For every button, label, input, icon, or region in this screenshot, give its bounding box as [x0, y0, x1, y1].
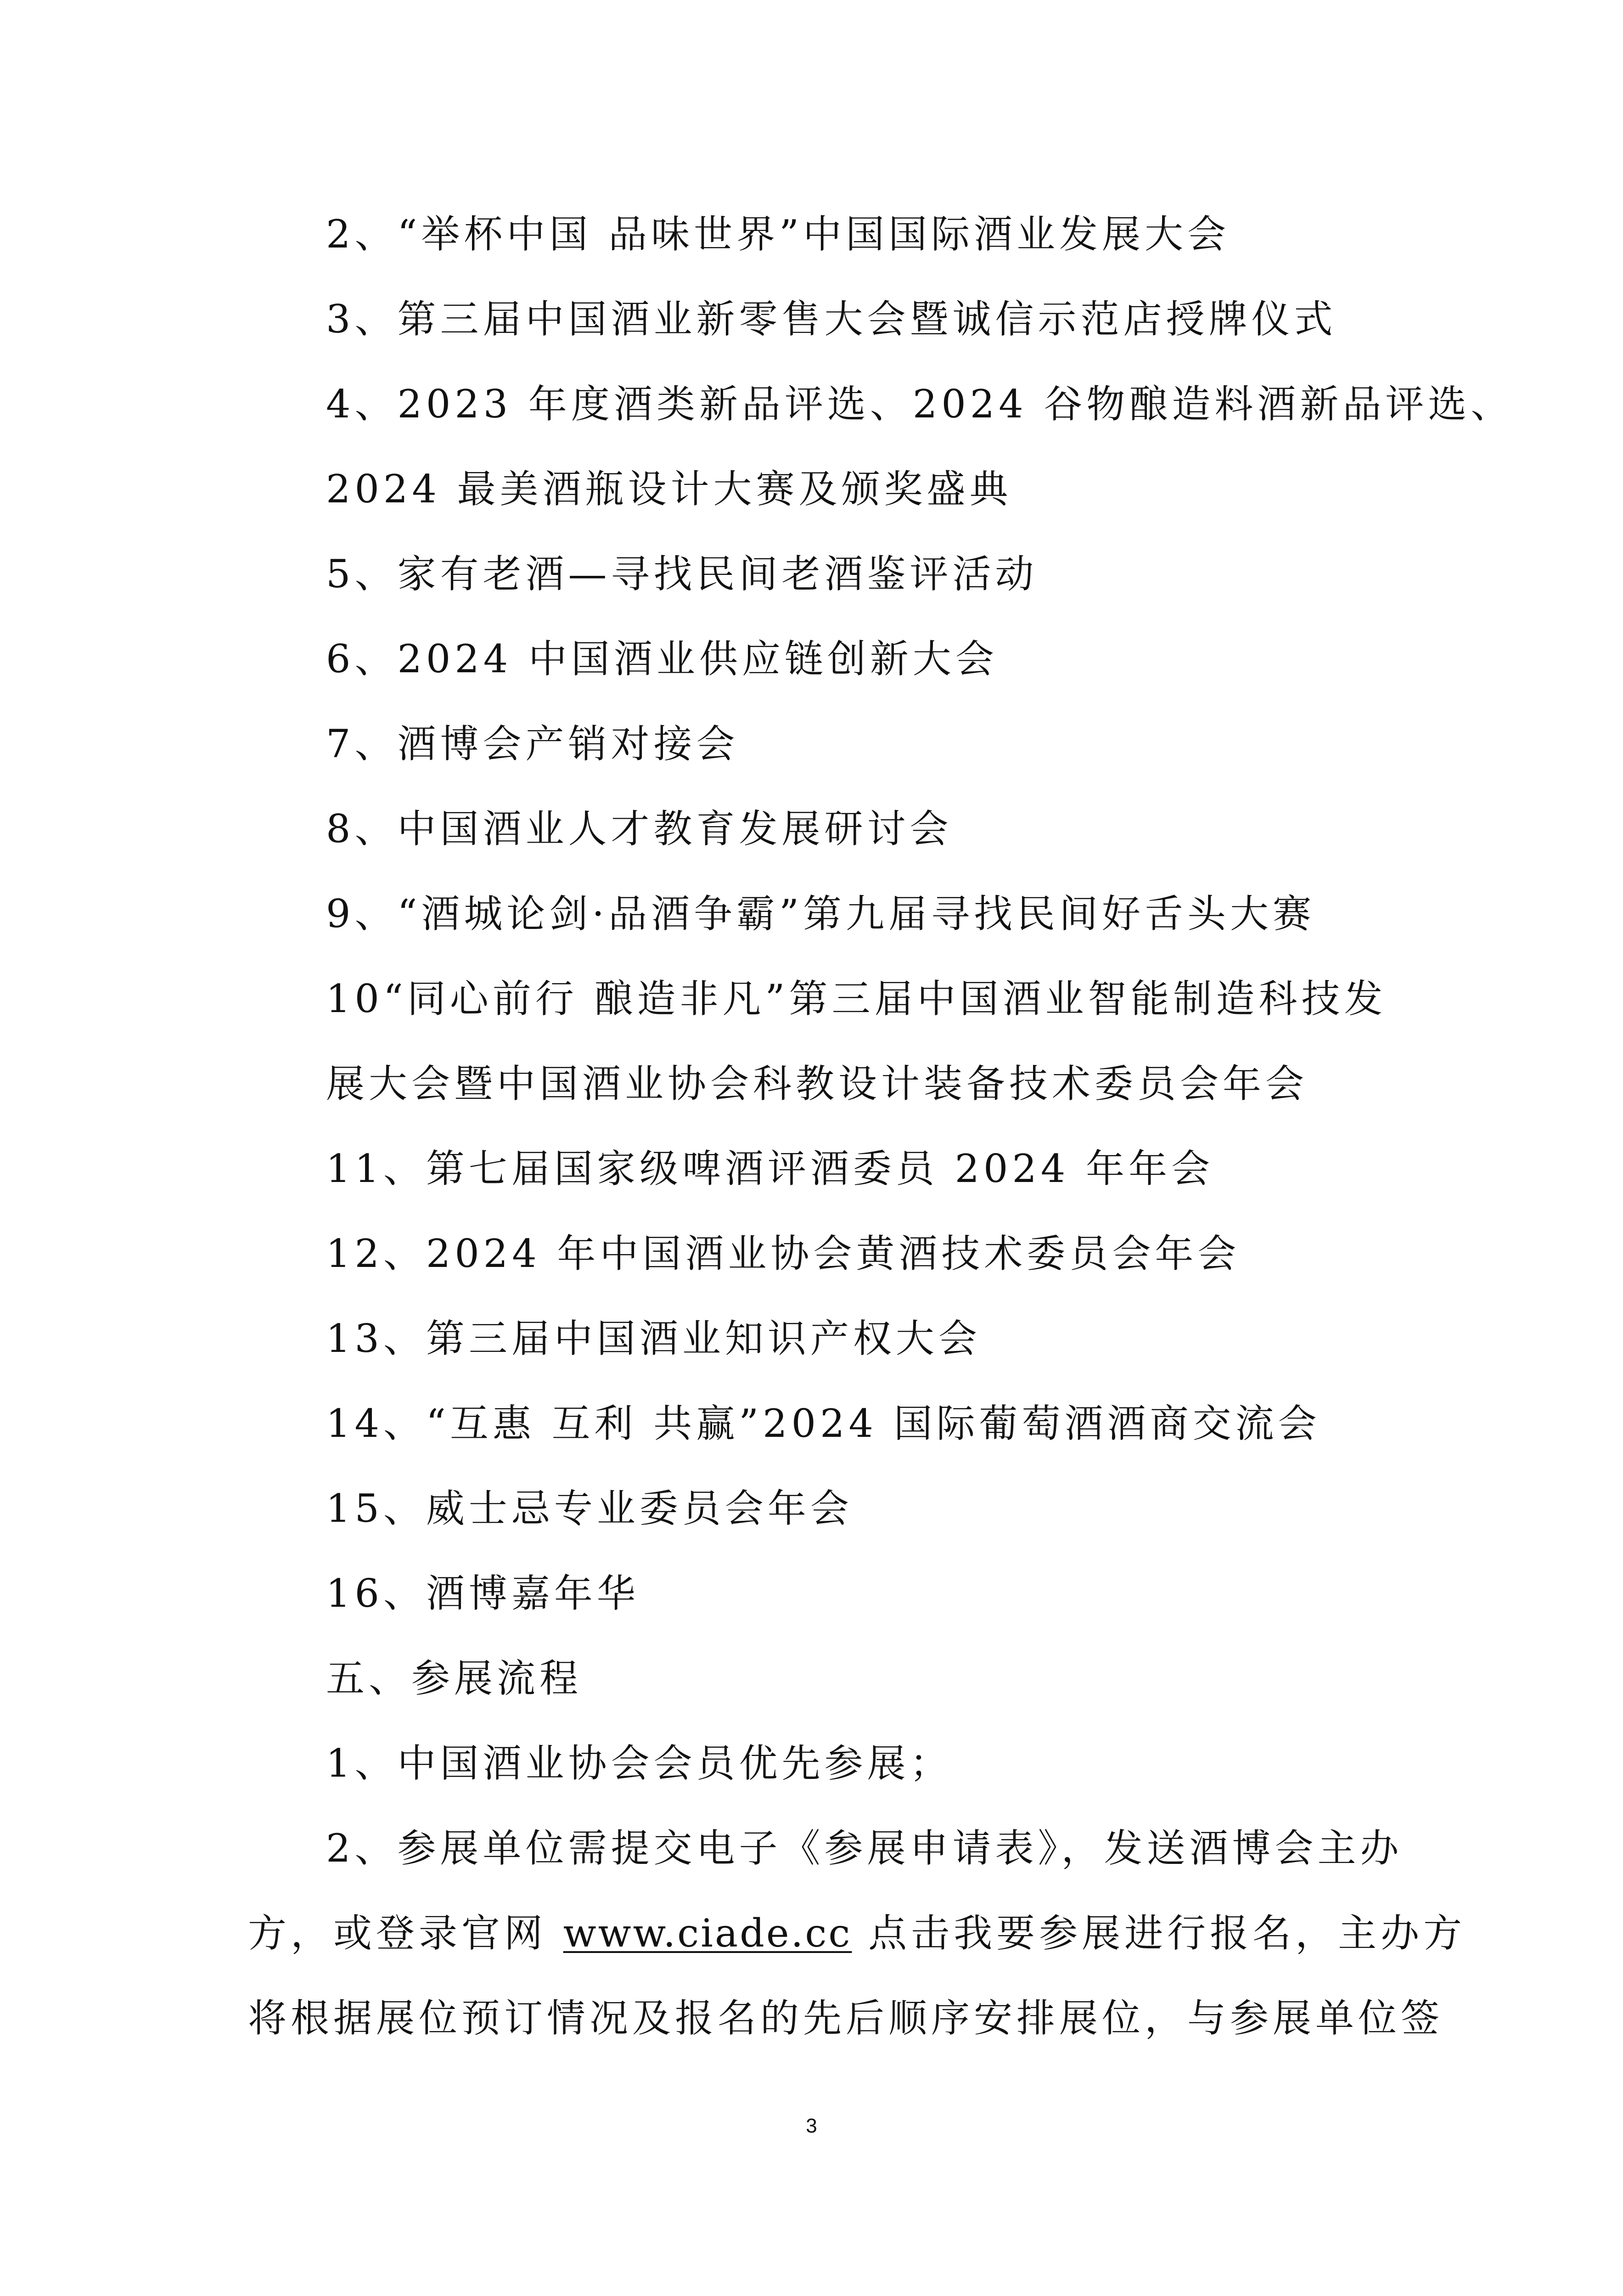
- process-step-1: 1、中国酒业协会会员优先参展；: [326, 1741, 953, 1786]
- list-item: 15、威士忌专业委员会年会: [326, 1486, 853, 1531]
- process-step-2-line-2: [248, 1908, 1466, 1958]
- section-heading: 五、参展流程: [326, 1656, 583, 1701]
- list-item-continuation: 展大会暨中国酒业协会科教设计装备技术委员会年会: [326, 1061, 1309, 1106]
- list-item: 14、“互惠 互利 共赢”2024 国际葡萄酒酒商交流会: [326, 1401, 1321, 1446]
- list-item: 5、家有老酒—寻找民间老酒鉴评活动: [326, 551, 1038, 597]
- list-item: 12、2024 年中国酒业协会黄酒技术委员会年会: [326, 1231, 1241, 1276]
- list-item: 4、2023 年度酒类新品评选、2024 谷物酿造料酒新品评选、: [326, 382, 1514, 427]
- list-item: 11、第七届国家级啤酒评酒委员 2024 年年会: [326, 1146, 1214, 1191]
- official-website-link[interactable]: www.ciade.cc: [563, 1911, 852, 1956]
- list-item: 2、“举杯中国 品味世界”中国国际酒业发展大会: [326, 212, 1230, 257]
- list-item: 3、第三届中国酒业新零售大会暨诚信示范店授牌仪式: [326, 297, 1337, 342]
- list-item-continuation: 2024 最美酒瓶设计大赛及颁奖盛典: [326, 467, 1012, 512]
- list-item: 10“同心前行 酿造非凡”第三届中国酒业智能制造科技发: [326, 976, 1387, 1021]
- list-item: 9、“酒城论剑·品酒争霸”第九届寻找民间好舌头大赛: [326, 891, 1316, 936]
- page-number: 3: [806, 2115, 817, 2137]
- list-item: 13、第三届中国酒业知识产权大会: [326, 1316, 981, 1361]
- process-step-2-text-after: 点击我要参展进行报名，主办方: [852, 1911, 1466, 1956]
- list-item: 6、2024 中国酒业供应链创新大会: [326, 636, 998, 681]
- list-item: 7、酒博会产销对接会: [326, 721, 739, 766]
- process-step-2-line-3: 将根据展位预订情况及报名的先后顺序安排展位，与参展单位签: [248, 1996, 1444, 2041]
- process-step-2-line-1: 2、参展单位需提交电子《参展申请表》，发送酒博会主办: [326, 1826, 1403, 1871]
- process-step-2-text-before: 方，或登录官网: [248, 1911, 563, 1956]
- list-item: 8、中国酒业人才教育发展研讨会: [326, 806, 953, 851]
- list-item: 16、酒博嘉年华: [326, 1571, 640, 1616]
